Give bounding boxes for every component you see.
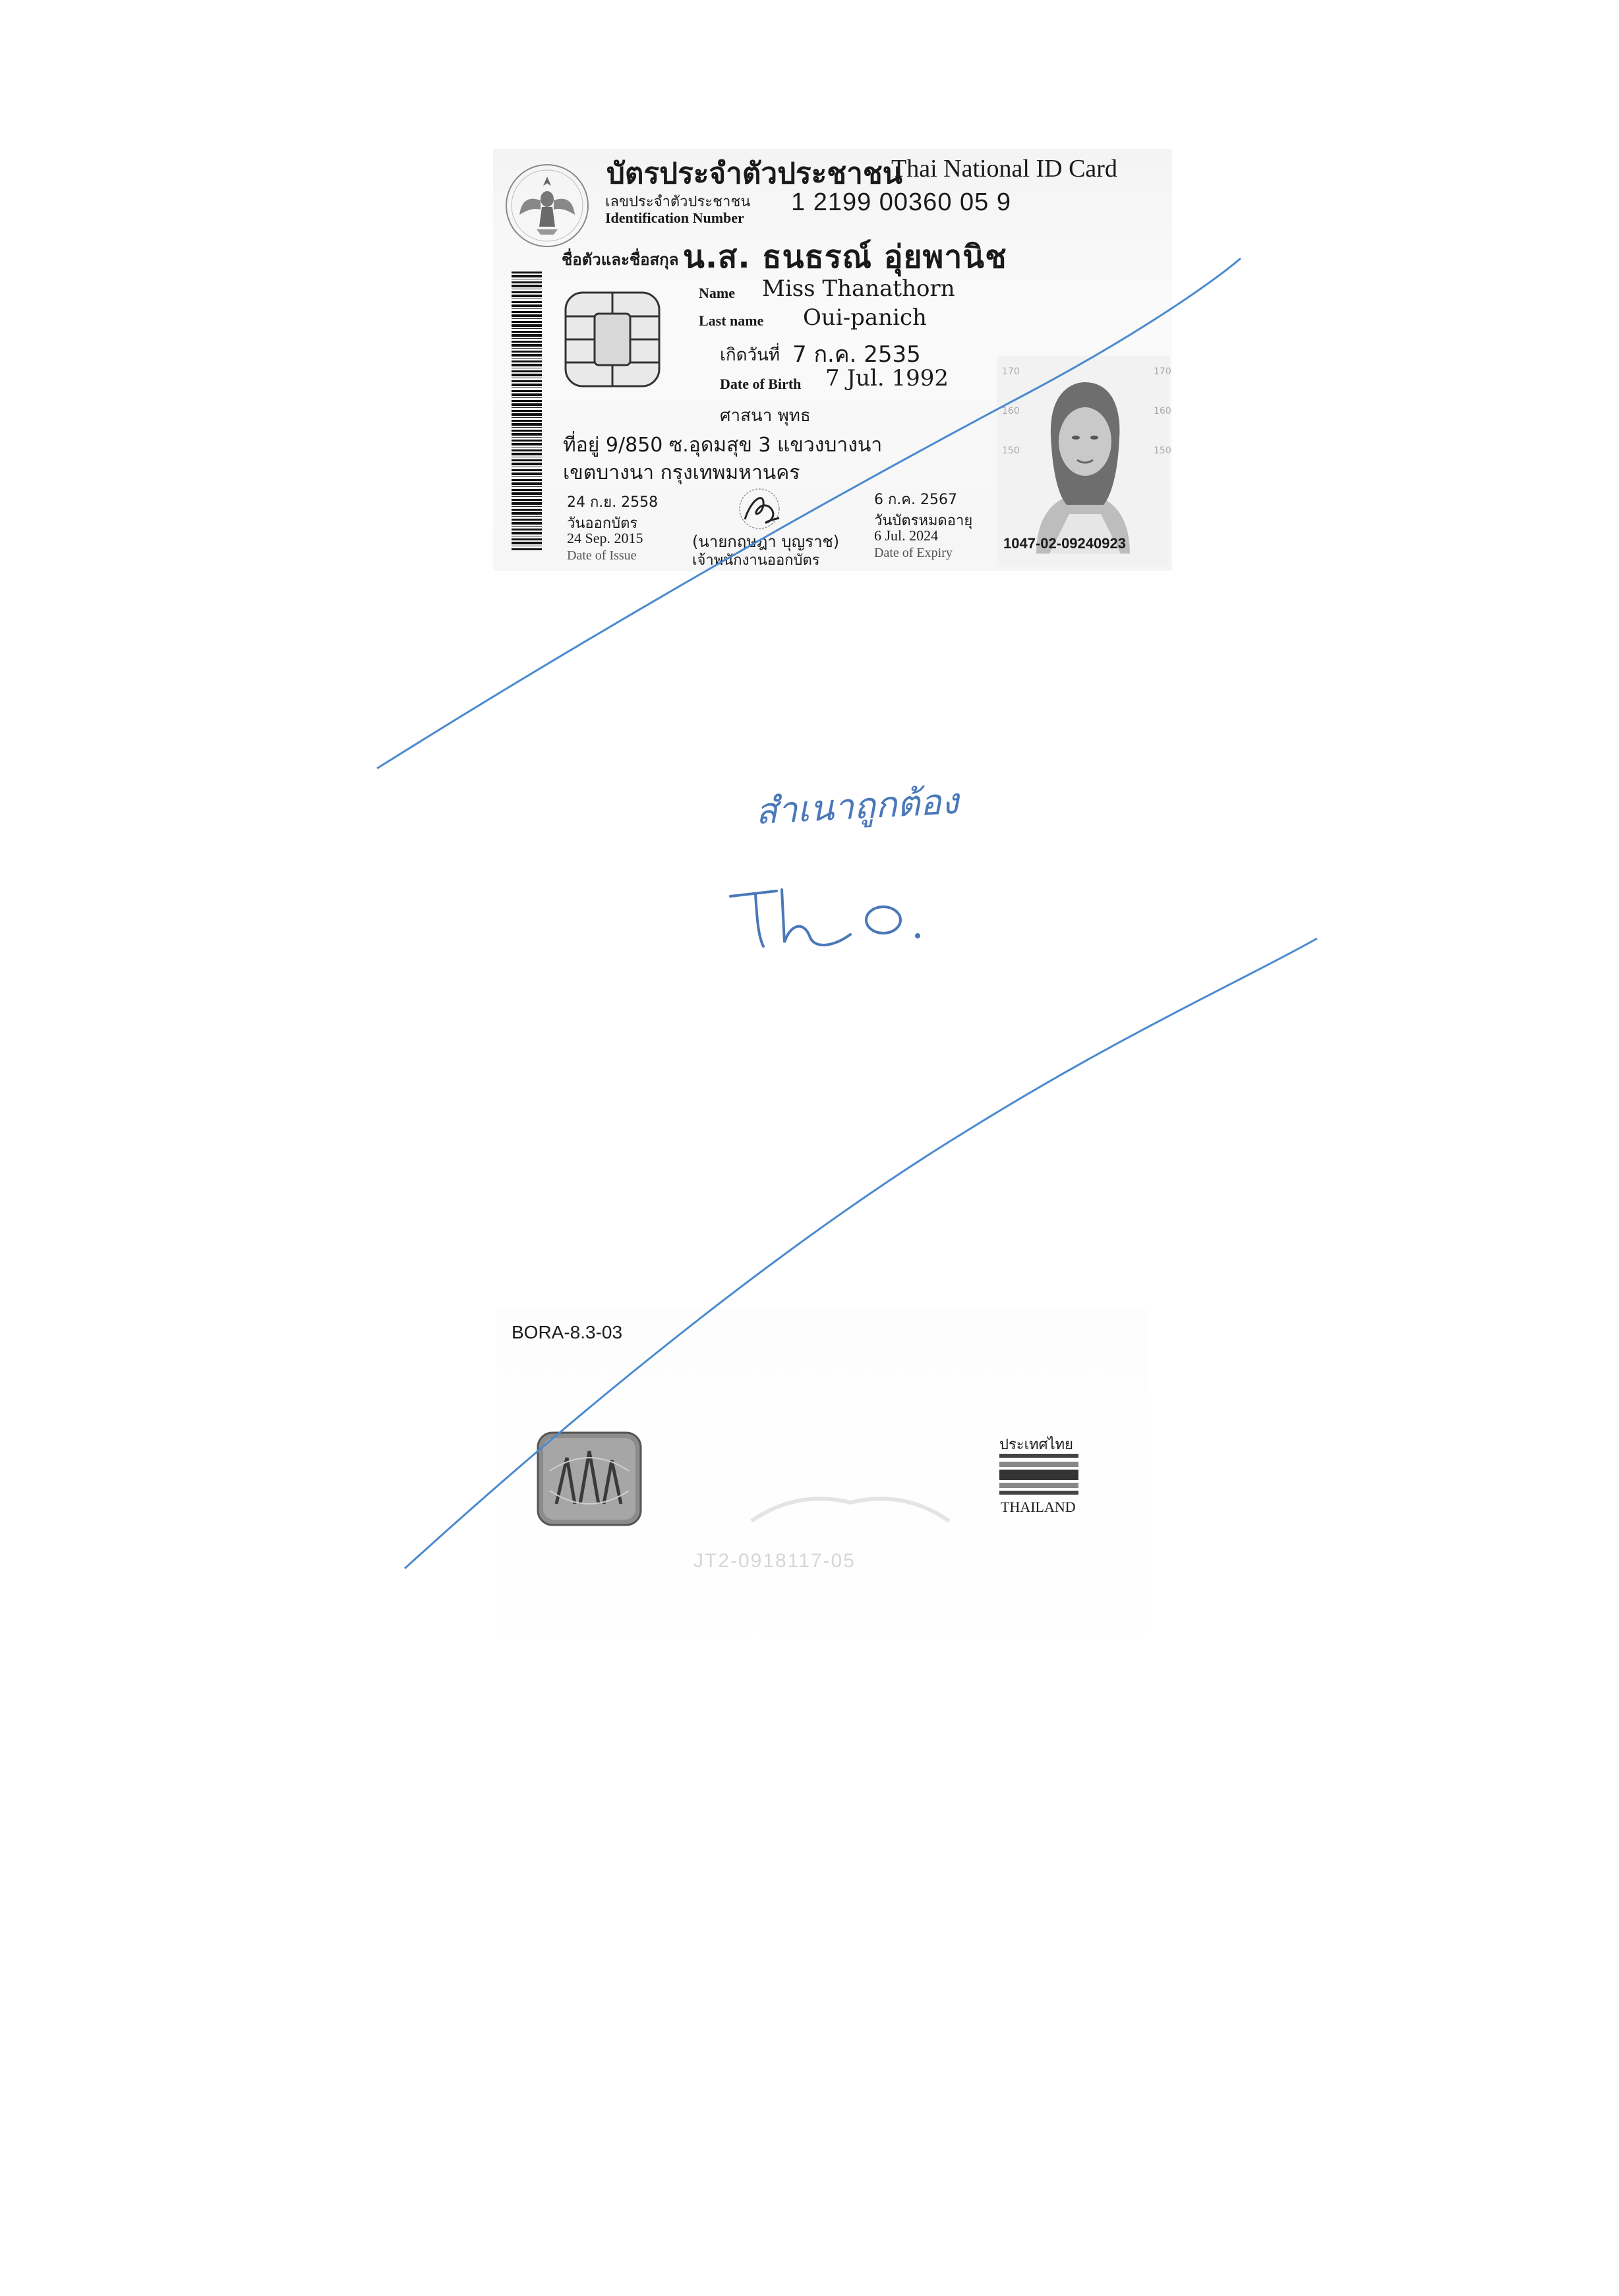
thai-flag-icon <box>999 1454 1078 1496</box>
address-line-1: ที่อยู่ 9/850 ซ.อุดมสุข 3 แขวงบางนา <box>563 434 883 457</box>
card-title-thai: บัตรประจำตัวประชาชน <box>606 157 902 190</box>
form-code: BORA-8.3-03 <box>512 1322 623 1342</box>
officer-position: เจ้าพนักงานออกบัตร <box>692 552 820 569</box>
name-english: Miss Thanathorn <box>762 275 955 302</box>
dob-thai: 7 ก.ค. 2535 <box>792 341 921 368</box>
officer-name: (นายกฤษฎา บุญราช) <box>692 532 840 551</box>
lastname-label-english: Last name <box>699 312 764 329</box>
dob-label-english: Date of Birth <box>720 376 802 392</box>
expiry-date-thai: 6 ก.ค. 2567 <box>874 492 957 508</box>
hologram-seal-icon <box>537 1431 642 1526</box>
issue-date-thai: 24 ก.ย. 2558 <box>567 494 659 511</box>
certified-copy-handwriting: สำเนาถูกต้อง <box>754 780 960 833</box>
photo-scale-150-left: 150 <box>1002 445 1020 456</box>
expiry-date-label-english: Date of Expiry <box>874 546 953 560</box>
name-thai: น.ส. ธนธรณ์ อุ่ยพานิช <box>683 239 1007 275</box>
address-line-2: เขตบางนา กรุงเทพมหานคร <box>563 461 800 484</box>
id-number-label-english: Identification Number <box>605 210 744 226</box>
religion: ศาสนา พุทธ <box>720 406 811 426</box>
name-label-english: Name <box>699 285 735 301</box>
dob-english: 7 Jul. 1992 <box>825 365 949 391</box>
signature-handwriting <box>730 890 919 946</box>
id-number-label-thai: เลขประจำตัวประชาชน <box>605 194 751 210</box>
garuda-emblem-icon <box>502 161 592 250</box>
smartcard-chip-icon <box>563 290 662 389</box>
photo-scale-160-right: 160 <box>1154 406 1171 416</box>
issue-date-label-english: Date of Issue <box>567 548 637 563</box>
photo-scale-150-right: 150 <box>1154 445 1171 456</box>
country-english: THAILAND <box>1001 1499 1076 1515</box>
issue-date-label-thai: วันออกบัตร <box>567 515 638 532</box>
faint-emblem-watermark-icon <box>745 1483 956 1522</box>
photo-scale-170-left: 170 <box>1002 366 1020 377</box>
expiry-date-label-thai: วันบัตรหมดอายุ <box>874 513 973 529</box>
name-label-thai: ชื่อตัวและชื่อสกุล <box>562 250 679 269</box>
expiry-date-english: 6 Jul. 2024 <box>874 527 939 544</box>
card-laser-number: JT2-0918117-05 <box>693 1550 856 1572</box>
id-number: 1 2199 00360 05 9 <box>791 188 1011 216</box>
photo-scale-160-left: 160 <box>1002 406 1020 416</box>
dob-label-thai: เกิดวันที่ <box>720 345 780 365</box>
request-number: 1047-02-09240923 <box>1003 535 1126 552</box>
vertical-barcode <box>512 272 542 551</box>
lastname-english: Oui-panich <box>803 304 927 331</box>
country-thai: ประเทศไทย <box>999 1437 1074 1453</box>
issue-date-english: 24 Sep. 2015 <box>567 530 643 546</box>
officer-signature-icon <box>732 485 791 534</box>
photo-scale-170-right: 170 <box>1154 366 1171 377</box>
card-title-english: Thai National ID Card <box>891 155 1117 183</box>
